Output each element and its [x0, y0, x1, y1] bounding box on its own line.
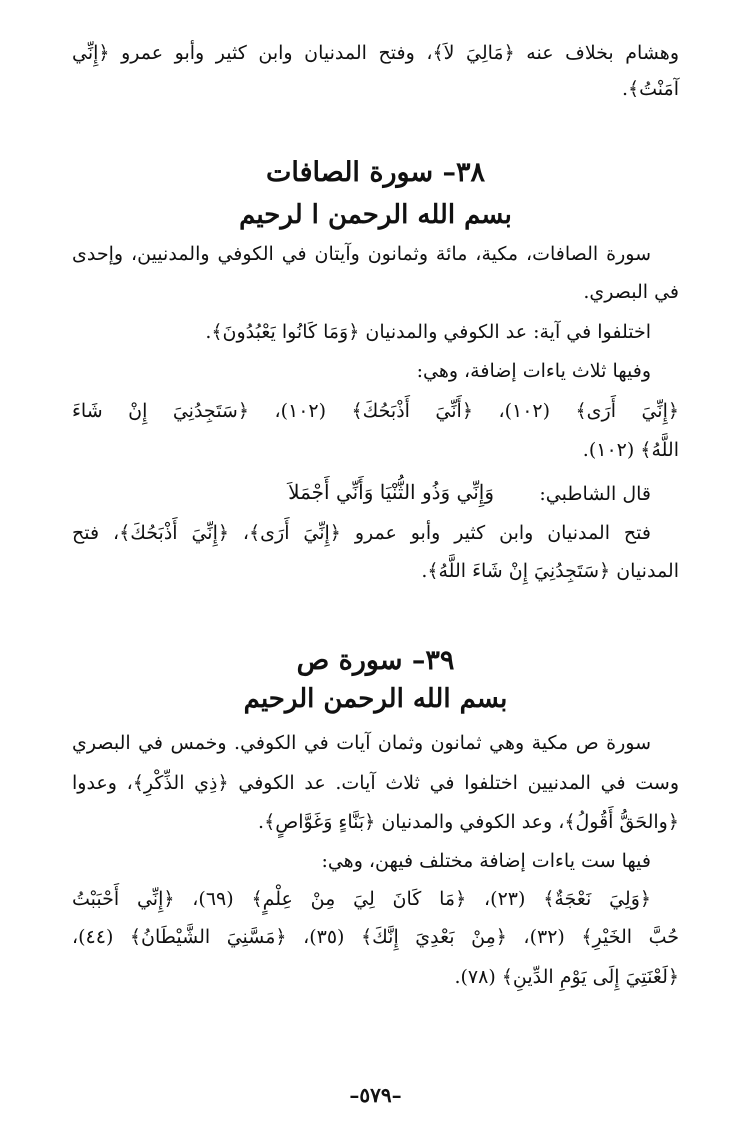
surah-39-title: ٣٩– سورة ص	[296, 645, 455, 676]
surah-39-intro-line-3: ﴿والحَقُّ أَقُولُ﴾، وعد الكوفي والمدنيان ﴿بَنَّاءٍ وَغَوَّاصٍ﴾.	[258, 811, 679, 833]
surah-38-ya-intro: وفيها ثلاث ياءات إضافة، وهي:	[416, 360, 651, 382]
surah-38-ya-line-2: اللَّهُ﴾ (١٠٢).	[582, 439, 679, 461]
surah-38-intro-line-2: في البصري.	[583, 281, 679, 303]
surah-39-ya-line-1: ﴿وَلِيَ نَعْجَةٌ﴾ (٢٣)، ﴿مَا كَانَ لِيَ مِنْ عِلْمٍ﴾ (٦٩)، ﴿إِنِّي أَحْبَبْتُ	[72, 888, 652, 910]
page-number: –٥٧٩–	[349, 1083, 402, 1107]
surah-39-intro-line-2: وست في المدنيين اختلفوا في ثلاث آيات. عد الكوفي ﴿ذِي الذِّكْرِ﴾، وعدوا	[72, 772, 679, 794]
surah-39-ya-line-3: ﴿لَعْنَتِيَ إِلَى يَوْمِ الدِّينِ﴾ (٧٨).	[454, 966, 679, 988]
surah-38-title: ٣٨– سورة الصافات	[266, 157, 485, 188]
surah-38-intro-line-1: سورة الصافات، مكية، مائة وثمانون وآيتان في الكوفي والمدنيين، وإحدى	[72, 243, 651, 265]
surah-38-fath-line-2: المدنيان ﴿سَتَجِدُنِيَ إِنْ شَاءَ اللَّهُ﴾.	[421, 560, 679, 582]
poem-label: قال الشاطبي:	[539, 483, 651, 505]
page	[72, 0, 679, 1124]
top-paragraph-line-2: آمَنْتُ﴾.	[621, 78, 679, 100]
surah-39-ya-line-2: حُبَّ الخَيْرِ﴾ (٣٢)، ﴿مِنْ بَعْدِيَ إِنَّكَ﴾ (٣٥)، ﴿مَسَّنِيَ الشَّيْطَانُ﴾ (٤٤)،	[72, 926, 679, 948]
surah-38-basmala: بسم الله الرحمن ا لرحيم	[239, 200, 512, 230]
poem-verse: وَإِنِّي وَذُو الثُّنْيَا وَأَنِّي أَجْمَلاَ	[288, 480, 494, 504]
surah-38-disagreement: اختلفوا في آية: عد الكوفي والمدنيان ﴿وَمَا كَانُوا يَعْبُدُونَ﴾.	[205, 321, 651, 343]
top-paragraph-line-1: وهشام بخلاف عنه ﴿مَالِيَ لاَ﴾، وفتح المدنيان وابن كثير وأبو عمرو ﴿إِنِّي	[72, 42, 679, 64]
surah-39-intro-line-1: سورة ص مكية وهي ثمانون وثمان آيات في الكوفي. وخمس في البصري	[72, 732, 651, 754]
surah-38-fath-line-1: فتح المدنيان وابن كثير وأبو عمرو ﴿إِنِّيَ أَرَى﴾، ﴿إِنِّيَ أَذْبَحُكَ﴾، فتح	[72, 522, 651, 544]
surah-39-basmala: بسم الله الرحمن الرحيم	[243, 684, 508, 714]
surah-39-ya-intro: فيها ست ياءات إضافة مختلف فيهن، وهي:	[321, 850, 651, 872]
surah-38-ya-line-1: ﴿إِنِّيَ أَرَى﴾ (١٠٢)، ﴿أَنِّيَ أَذْبَحُكَ﴾ (١٠٢)، ﴿سَتَجِدُنِيَ إِنْ شَاءَ	[72, 400, 679, 422]
